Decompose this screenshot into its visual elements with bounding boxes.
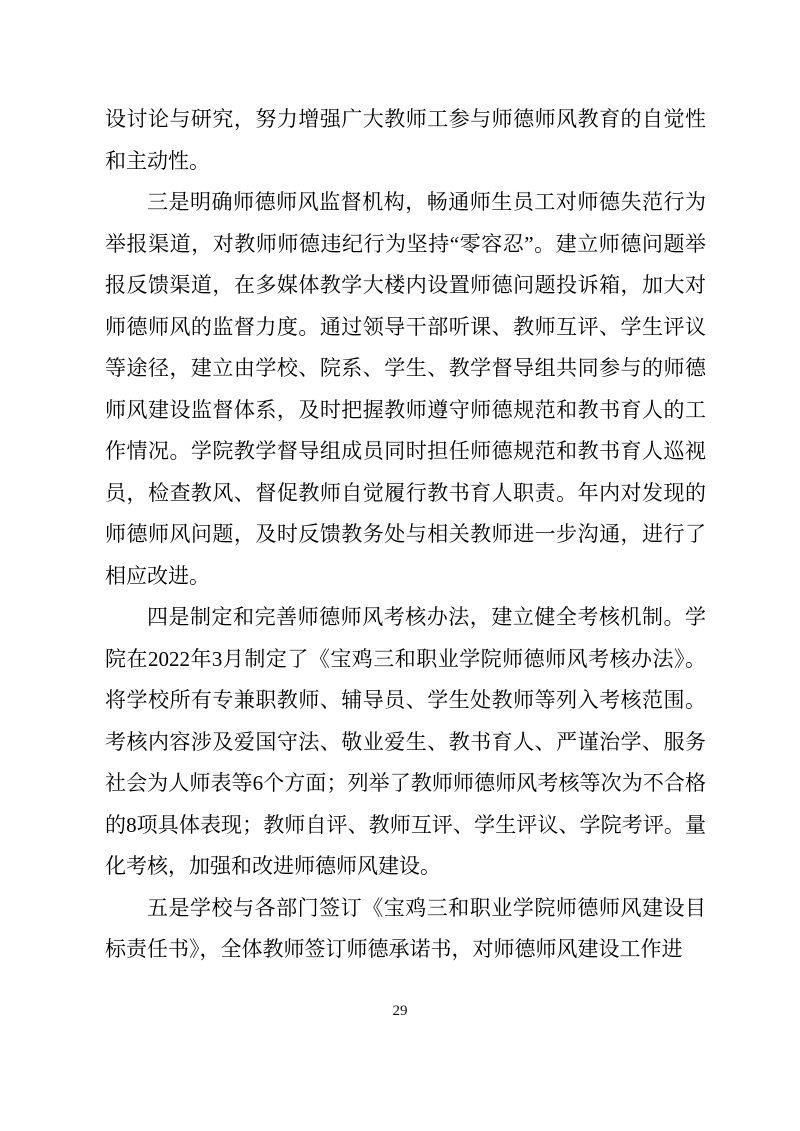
text-block <box>105 99 706 971</box>
paragraph-point-five: 五是学校与各部门签订《宝鸡三和职业学院师德师风建设目标责任书》，全体教师签订师德承诺书，对师德师风建设工作进 <box>105 895 706 961</box>
page-number: 29 <box>392 1003 408 1019</box>
paragraph-point-four: 四是制定和完善师德师风考核办法，建立健全考核机制。学院在2022年3月制定了《宝鸡三和职业学院师德师风考核办法》。将学校所有专兼职教师、辅导员、学生处教师等列入考核范围。考核内容涉及爱国守法、敬业爱生、教书育人、严谨治学、服务社会为人师表等6个方面；列举了教师师德师风考核等次为不合格的8项具体表现；教师自评、教师互评、学生评议、学院考评。量化考核，加强和改进师德师风建设。 <box>105 605 706 878</box>
paragraph-continuation: 设讨论与研究，努力增强广大教师工参与师德师风教育的自觉性和主动性。 <box>105 107 706 173</box>
paragraph-point-three: 三是明确师德师风监督机构，畅通师生员工对师德失范行为举报渠道，对教师师德违纪行为坚持“零容忍”。建立师德问题举报反馈渠道，在多媒体教学大楼内设置师德问题投诉箱，加大对师德师风的监督力度。通过领导干部听课、教师互评、学生评议等途径，建立由学校、院系、学生、教学督导组共同参与的师德师风建设监督体系，及时把握教师遵守师德规范和教书育人的工作情况。学院教学督导组成员同时担任师德规范和教书育人巡视员，检查教风、督促教师自觉履行教书育人职责。年内对发现的师德师风问题，及时反馈教务处与相关教师进一步沟通，进行了相应改进。 <box>105 190 706 588</box>
